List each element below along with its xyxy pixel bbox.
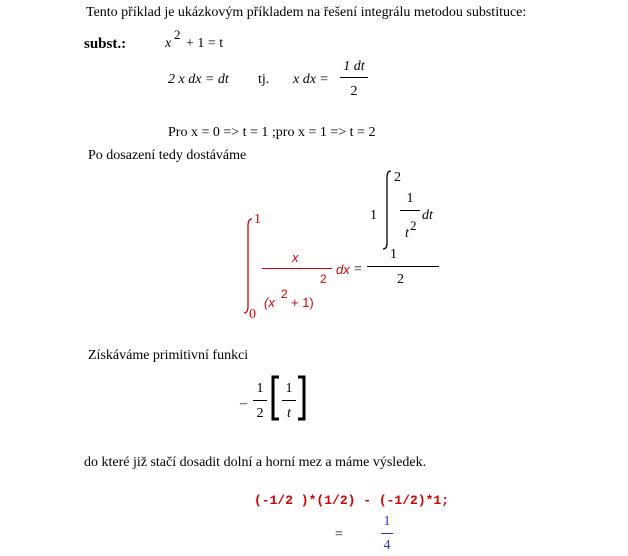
- black-integrand-denominator-t: t: [405, 226, 409, 241]
- left-bracket-icon: [269, 375, 281, 421]
- black-integrand-exponent: 2: [410, 218, 417, 233]
- primitive-denominator: 2: [256, 406, 264, 421]
- result-equals: =: [335, 527, 343, 542]
- primitive-text: Získáváme primitivní funkci: [88, 348, 249, 363]
- black-integrand-numerator: 1: [406, 191, 414, 206]
- conclusion-text: do které již stačí dosadit dolní a horní mez a máme výsledek.: [84, 455, 427, 470]
- equals-sign: =: [354, 262, 362, 277]
- diff-denominator: 2: [350, 84, 358, 99]
- red-integrand-inner-exponent: 2: [281, 287, 288, 301]
- red-dx: dx: [336, 262, 350, 277]
- subst-label: subst.:: [84, 36, 127, 52]
- result-fraction-bar: [381, 533, 393, 534]
- diff-xdx: x dx =: [293, 72, 329, 87]
- black-integrand-fraction-bar: [400, 210, 420, 211]
- black-integral-coefficient: 1: [370, 208, 377, 223]
- result-denominator: 4: [383, 538, 391, 553]
- subst-rhs: + 1 = t: [186, 36, 224, 51]
- right-bracket-icon: [296, 375, 308, 421]
- red-integrand-numerator: x: [292, 250, 299, 265]
- primitive-minus: –: [240, 396, 247, 411]
- diff-numerator: 1 dt: [343, 59, 365, 74]
- result-numerator: 1: [383, 514, 391, 529]
- black-outer-numerator: 1: [390, 247, 397, 262]
- subst-x: x: [165, 36, 172, 51]
- red-integrand-den-close: + 1): [291, 295, 314, 310]
- black-integral-sign-icon: [378, 168, 394, 252]
- black-outer-fraction-bar: [367, 266, 439, 267]
- black-dt: dt: [422, 208, 433, 223]
- subst-exponent: 2: [174, 27, 181, 42]
- diff-lhs: 2 x dx = dt: [168, 72, 229, 87]
- red-integral-sign-icon: [240, 216, 256, 316]
- maple-input-command[interactable]: (-1/2 )*(1/2) - (-1/2)*1;: [254, 493, 450, 508]
- red-integrand-den-open: (x: [264, 295, 275, 310]
- intro-text: Tento příklad je ukázkovým příkladem na řešení integrálu metodou substituce:: [86, 5, 527, 20]
- primitive-inner-numerator: 1: [285, 381, 293, 396]
- primitive-inner-fraction-bar: [282, 400, 296, 401]
- primitive-fraction-bar: [253, 400, 267, 401]
- diff-tj: tj.: [258, 72, 270, 87]
- black-outer-denominator: 2: [397, 272, 404, 287]
- dosazeni-text: Po dosazení tedy dostáváme: [88, 148, 247, 163]
- primitive-inner-denominator: t: [287, 406, 291, 421]
- red-integral-lower-limit: 0: [249, 307, 256, 322]
- red-integrand-fraction-bar: [262, 268, 332, 269]
- diff-fraction-bar: [340, 77, 368, 78]
- red-integrand-outer-exponent: 2: [320, 272, 327, 286]
- primitive-numerator: 1: [256, 381, 264, 396]
- red-integral-upper-limit: 1: [254, 212, 261, 227]
- limits-text: Pro x = 0 => t = 1 ;pro x = 1 => t = 2: [168, 125, 376, 140]
- black-integral-upper-limit: 2: [394, 170, 401, 185]
